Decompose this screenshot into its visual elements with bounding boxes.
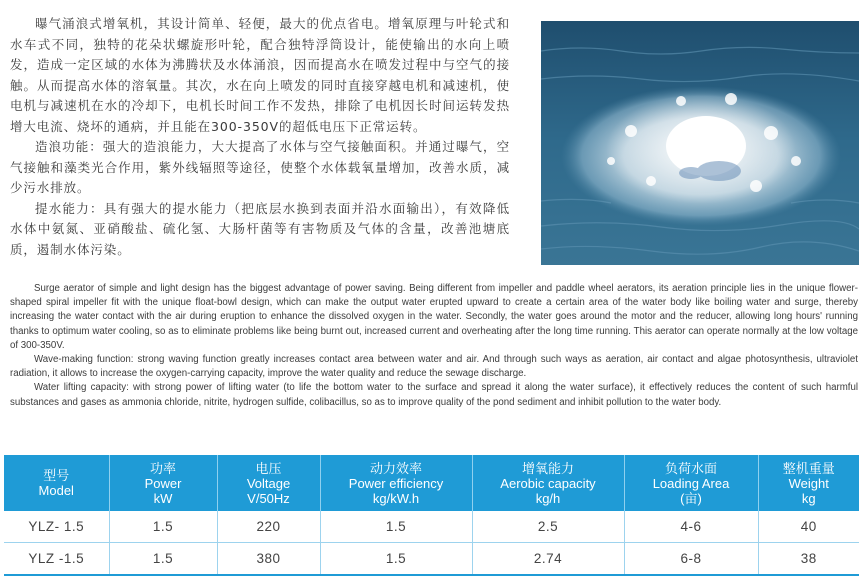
english-paragraph-intro: Surge aerator of simple and light design has the biggest advantage of power saving. Being different from impeller and paddle wheel aerators, its aeration principle lies in the unique flower-shaped spiral impeller fit with the unique float-bowl design, which can make the output water erupted upward to create a certain area of the water body like boiling water and surge, thereby increasing the water contact with the air during eruption to enhance the dissolved oxygen in the water. Secondly, the water goes around the motor and the reducer, allowing long hours' running thanks to optimum water cooling, so as to eliminate problems like being burnt out, increased current and overheating after the long time running. This aerator can operate normally at the low voltage of 300-350V. xyxy=(10,283,858,351)
chinese-description xyxy=(10,14,510,260)
cell-model: YLZ -1.5 xyxy=(4,543,109,576)
header-aerobic-capacity xyxy=(472,455,624,511)
cell-aerobic: 2.5 xyxy=(472,511,624,543)
header-efficiency-zh: 动力效率 xyxy=(369,460,422,476)
header-loading-unit: (亩) xyxy=(680,490,702,506)
header-loading-area xyxy=(624,455,758,511)
cell-voltage: 220 xyxy=(217,511,320,543)
cell-aerobic: 2.74 xyxy=(472,543,624,576)
cell-voltage: 380 xyxy=(217,543,320,576)
spec-table-header xyxy=(4,455,859,511)
header-weight-unit: kg xyxy=(801,490,816,506)
cell-loading: 4-6 xyxy=(624,511,758,543)
cell-efficiency: 1.5 xyxy=(320,543,472,576)
header-model-en: Model xyxy=(38,483,74,498)
aerator-photo xyxy=(541,21,859,265)
header-power xyxy=(109,455,217,511)
table-row xyxy=(4,511,859,543)
english-paragraph-wave: Wave-making function: strong waving function greatly increases contact area between water and air. And through such ways as aeration, air contact and algae photosynthesis, ultraviolet radiation, it allows to increase the oxygen-carrying capacity, improve the water quality and reduce the sewage discharge. xyxy=(10,354,858,380)
header-model-zh: 型号 xyxy=(43,468,70,483)
header-weight-zh: 整机重量 xyxy=(782,460,835,476)
cell-efficiency: 1.5 xyxy=(320,511,472,543)
english-paragraph-lift: Water lifting capacity: with strong power of lifting water (to life the bottom water to the surface and spread it along the water surface), it effectively reduces the content of such harmful substances and gases as ammonia chloride, nitrite, hydrogen sulfide, colibacillus, so as to improve quality of the pond sediment and inhibit pollution to the water body. xyxy=(10,382,858,408)
header-aerobic-zh: 增氧能力 xyxy=(521,460,574,476)
cell-loading: 6-8 xyxy=(624,543,758,576)
header-power-efficiency xyxy=(320,455,472,511)
header-voltage xyxy=(217,455,320,511)
chinese-paragraph-wave: 造浪功能：强大的造浪能力，大大提高了水体与空气接触面积。并通过曝气，空气接触和藻类光合作用，紫外线辐照等途径，使整个水体载氧量增加，改善水质，减少污水排放。 xyxy=(10,139,510,195)
cell-model: YLZ- 1.5 xyxy=(4,511,109,543)
cell-power: 1.5 xyxy=(109,543,217,576)
chinese-paragraph-intro: 曝气涌浪式增氧机，其设计简单、轻便，最大的优点省电。增氧原理与叶轮式和水车式不同，独特的花朵状螺旋形叶轮，配合独特浮筒设计，能使输出的水向上喷发，造成一定区域的水体为沸腾状及水体涌浪，因而提高水在喷发过程中与空气的接触。从而提高水体的溶氧量。其次，水在向上喷发的同时直接穿越电机和减速机，使电机与减速机在水的冷却下，电机长时间工作不发热，排除了电机因长时间运转发热增大电流、烧坏的通病，并且能在300-350V的超低电压下正常运转。 xyxy=(10,16,510,134)
spec-table xyxy=(4,455,859,576)
aerator-splash-image xyxy=(541,21,859,265)
english-description xyxy=(10,282,858,410)
header-voltage-zh: 电压 xyxy=(255,460,282,476)
cell-weight: 38 xyxy=(758,543,859,576)
header-weight xyxy=(758,455,859,511)
header-power-en: Power xyxy=(144,475,182,491)
header-aerobic-en: Aerobic capacity xyxy=(500,475,596,491)
header-loading-zh: 负荷水面 xyxy=(664,460,717,476)
header-aerobic-unit: kg/h xyxy=(535,490,561,506)
cell-power: 1.5 xyxy=(109,511,217,543)
header-power-zh: 功率 xyxy=(149,460,176,476)
cell-weight: 40 xyxy=(758,511,859,543)
header-efficiency-en: Power efficiency xyxy=(348,475,444,491)
chinese-paragraph-lift: 提水能力：具有强大的提水能力（把底层水换到表面并沿水面输出），有效降低水体中氨氮、亚硝酸盐、硫化氢、大肠杆菌等有害物质及气体的含量，改善池塘底质，遏制水体污染。 xyxy=(10,200,510,257)
header-efficiency-unit: kg/kW.h xyxy=(372,490,420,506)
header-weight-en: Weight xyxy=(788,475,829,491)
header-loading-en: Loading Area xyxy=(652,475,730,491)
header-power-unit: kW xyxy=(153,490,173,506)
header-voltage-unit: V/50Hz xyxy=(247,490,290,506)
header-model xyxy=(4,455,109,511)
table-row xyxy=(4,543,859,576)
header-voltage-en: Voltage xyxy=(246,475,291,491)
